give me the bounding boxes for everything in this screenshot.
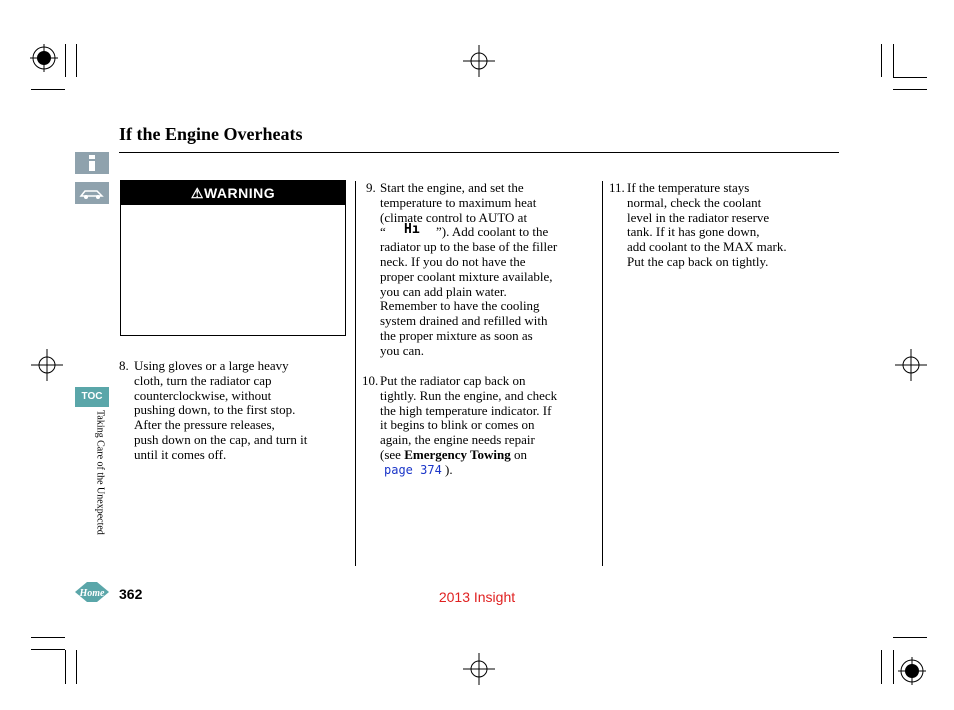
registration-target-icon <box>30 44 60 74</box>
section-label: Taking Care of the Unexpected <box>94 410 106 535</box>
info-icon[interactable] <box>75 152 109 174</box>
hi-symbol: Hı <box>404 222 420 237</box>
home-label: Home <box>79 588 105 599</box>
crosshair-icon <box>895 349 927 381</box>
crosshair-icon <box>31 349 63 381</box>
car-icon[interactable] <box>75 182 109 204</box>
crosshair-icon <box>463 45 495 77</box>
column-divider <box>602 181 603 566</box>
column-divider <box>355 181 356 566</box>
registration-target-icon <box>898 657 928 687</box>
warning-triangle-icon: ⚠ <box>190 185 204 201</box>
title-rule <box>119 152 839 153</box>
crosshair-icon <box>463 653 495 685</box>
page-title: If the Engine Overheats <box>119 124 303 144</box>
emergency-towing-ref: Emergency Towing <box>404 447 511 462</box>
book-title: 2013 Insight <box>438 589 516 605</box>
warning-header <box>121 181 345 205</box>
warning-label: WARNING <box>203 185 276 201</box>
page-number: 362 <box>119 586 143 602</box>
toc-button[interactable]: TOC <box>75 387 109 407</box>
page-374-link[interactable]: page 374 <box>384 462 442 477</box>
warning-box <box>120 180 346 336</box>
